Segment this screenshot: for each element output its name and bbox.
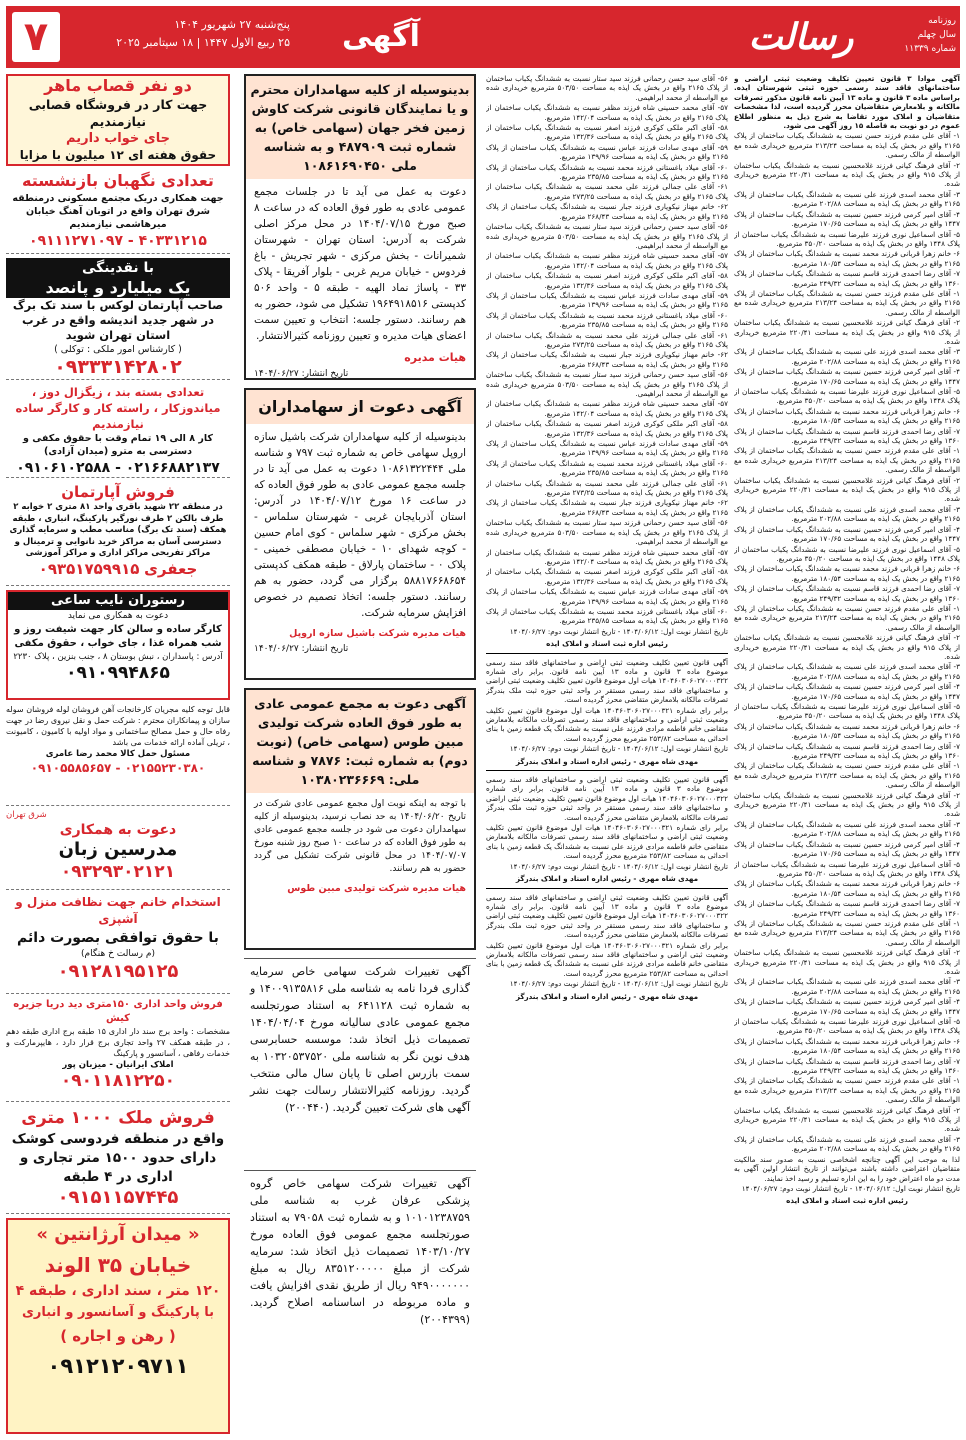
volume-line-2: سال چهلم <box>917 30 956 40</box>
notice-item: ۳- آقای محمد اسدی فرزند علی نسبت به ششدانگ یکباب ساختمان از پلاک ۲۱۶۵ واقع در بخش یک ایذه به مساحت ۲۰۲/۸۸ مترمربع. <box>734 189 960 209</box>
notice-item: ۱- آقای علی مقدم فرزند حسن نسبت به ششدانگ یکباب ساختمان از پلاک ۲۱۶۵ واقع در بخش یک ایذه به مساحت ۲۱۳/۲۴ مترمربع خریداری شده مع الواسطه از مالک رسمی. <box>734 288 960 317</box>
classified-body: جهت همکاری دریک مجتمع مسکونی درمنطقه شرق تهران واقع در اتوبان آهنگ خیابان میرهاشمی نیازمندیم <box>12 193 224 230</box>
notice-item: ۶۰- آقای میلاد باغستانی فرزند محمد نسبت به ششدانگ یکباب ساختمان از پلاک ۲۱۶۵ واقع در بخش یک ایذه به مساحت ۲۳۵/۸۵ مترمربع. <box>486 310 728 330</box>
classified-name: املاک ایرانیان - میزبان پور <box>62 1060 174 1070</box>
classified-guard <box>6 170 230 254</box>
divider <box>486 770 728 771</box>
classified-title: فروش آپارتمان <box>61 483 175 501</box>
ad-title: آگهی دعوت از سهامداران <box>246 390 474 424</box>
classified-apartment-andisheh <box>6 258 230 380</box>
date-block <box>70 16 290 52</box>
notice-item: ۶- خانم زهرا قربانی فرزند محمد نسبت به ششدانگ یکباب ساختمان از پلاک ۲۱۶۵ واقع در بخش یک ایذه به مساحت ۱۸۰/۵۴ مترمربع. <box>734 564 960 583</box>
notice-item: ۵۷- آقای محمد حسینی شاه فرزند مظفر نسبت به ششدانگ یکباب ساختمان از پلاک ۲۱۶۵ واقع در بخش یک ایذه به مساحت ۱۴۲/۰۴ مترمربع. <box>486 399 728 418</box>
classified-note: (م رسالت خ هنگام) <box>81 949 155 959</box>
notice-item: ۲- آقای فرهنگ کیانی فرزند غلامحسین نسبت به ششدانگ یکباب ساختمان از پلاک ۹۱۵ واقع در بخش یک ایذه به مساحت ۲۲۰/۴۱ مترمربع خریداری شده. <box>734 1105 960 1134</box>
classified-body: با حقوق توافقی بصورت دائم <box>17 930 219 946</box>
page-number: ۷ <box>12 12 60 62</box>
notice-erfan-gharb: آگهی تغییرات شرکت سهامی خاص گروه پزشکی عرفان غرب به شناسه ملی ۱۰۱۰۱۲۳۸۷۵۹ و به شماره ثبت ۷۹۰۵۸ به استناد صورتجلسه مجمع عمومی فوق العاده مورخ ۱۴۰۳/۱۰/۲۷ تصمیمات ذیل اتخاذ شد: سرمایه شرکت از مبلغ ۸۳۵۱۲۰۰۰۰۰ ریال به مبلغ ۹۴۹۰۰۰۰۰۰۰ ریال از طریق نقدی افزایش یافت و ماده مربوطه در اساسنامه اصلاح گردید. (۲۰۰۴۳۹۹) <box>244 1170 476 1434</box>
ad-signature: هیات مدیره شرکت تولیدی مبین طوس <box>287 883 466 894</box>
notice-signature: رئیس اداره ثبت اسناد و املاک ایذه <box>546 639 668 649</box>
notice-item: ۶۲- خانم مهناز نیکویاری فرزند جبار نسبت به ششدانگ یکباب ساختمان از پلاک ۲۱۶۵ واقع در بخش یک ایذه به مساحت ۲۶۸/۴۳ مترمربع. <box>486 202 728 221</box>
notice-item: ۵- آقای اسماعیل نوری فرزند علیرضا نسبت به ششدانگ یکباب ساختمان از پلاک ۱۴۴۸ واقع در بخش یک ایذه به مساحت ۳۵۰/۲۰ مترمربع. <box>734 1017 960 1036</box>
notice-signature: مهدی شاه مهری - رئیس اداره اسناد و املاک بندرگز <box>515 991 699 1001</box>
notice-signature: رئیس اداره ثبت اسناد و املاک ایذه <box>786 1196 908 1206</box>
notice-farda-nameh: آگهی تغییرات شرکت سهامی خاص سرمایه گذاری فردا نامه به شناسه ملی ۱۴۰۰۹۱۳۵۸۱۶ و به شماره ثبت ۶۴۱۱۲۸ به استناد صورتجلسه مجمع عمومی عادی سالیانه مورخ ۱۴۰۴/۰۴/۰۴ تصمیمات ذیل اتخاذ شد: موسسه حسابرسی هدف نوین نگر به شناسه ملی ۱۰۳۲۰۵۳۷۵۲۰ به سمت بازرس اصلی تا پایان سال مالی منتخب گردید. روزنامه کثیرالانتشار رسالت جهت نشر آگهی های شرکت تعیین گردید. (۲۰۰۴۴۰) <box>244 958 476 1164</box>
classified-title: دعوت به همکاری <box>59 822 177 838</box>
classified-title: استخدام خانم جهت نظافت منزل و آشپزی <box>15 895 221 926</box>
notice-item: ۶۱- آقای علی جمالی فرزند علی محمد نسبت به ششدانگ یکباب ساختمان از پلاک ۲۱۶۵ واقع در بخش یک ایذه به مساحت ۲۷۳/۲۵ مترمربع. <box>486 330 728 349</box>
classified-argentina-square <box>6 1218 230 1434</box>
notice-dates: تاریخ انتشار نوبت اول: ۱۴۰۴/۰۶/۱۲ - تاریخ انتشار نوبت دوم: ۱۴۰۴/۰۶/۲۷ <box>509 744 728 754</box>
classified-body: صاحب آپارتمان لوکس با سند تک برگ در شهر جدید اندیشه واقع در غرب استان تهران شوید <box>12 298 224 342</box>
classified-transport <box>6 704 230 806</box>
notice-item: ۵- آقای اسماعیل نوری فرزند علیرضا نسبت به ششدانگ یکباب ساختمان از پلاک ۱۴۴۸ واقع در بخش یک ایذه به مساحت ۳۵۰/۲۰ مترمربع. <box>734 702 960 721</box>
newspaper-logo: رسالت <box>748 16 854 58</box>
notice-item: ۴- آقای امیر کرمی فرزند حسین نسبت به ششدانگ یکباب ساختمان از پلاک ۱۴۴۷ واقع در بخش یک ایذه به مساحت ۱۷۰/۶۵ مترمربع. <box>734 997 960 1016</box>
notice-item: ۶۱- آقای علی جمالی فرزند علی محمد نسبت به ششدانگ یکباب ساختمان از پلاک ۲۱۶۵ واقع در بخش یک ایذه به مساحت ۲۷۳/۲۵ مترمربع. <box>486 182 728 201</box>
notice-item: ۵۹- آقای مهدی سادات فرزند عباس نسبت به ششدانگ یکباب ساختمان از پلاک ۲۱۶۵ واقع در بخش یک ایذه به مساحت ۱۳۹/۹۶ مترمربع. <box>486 439 728 458</box>
notice-item: ۶۰- آقای میلاد باغستانی فرزند محمد نسبت به ششدانگ یکباب ساختمان از پلاک ۲۱۶۵ واقع در بخش یک ایذه به مساحت ۲۳۵/۸۵ مترمربع. <box>486 162 728 182</box>
classified-property-1000m <box>6 1106 230 1214</box>
ad-title: آگهی دعوت به مجمع عمومی عادی به طور فوق العاده شرکت تولیدی مبین طوس (سهامی خاص) (نوبت دوم) به شماره ثبت: ۷۸۷۶ و شناسه ملی: ۱۰۳۸۰۲۳۶۶۶۹ <box>246 690 474 793</box>
classified-body: کارگر ساده و سالن کار جهت شیفت روز و شب همراه غذا ، جای خواب ، حقوق مکفی <box>14 624 222 649</box>
notice-item: ۶۲- خانم مهناز نیکویاری فرزند جبار نسبت به ششدانگ یکباب ساختمان از پلاک ۲۱۶۵ واقع در بخش یک ایذه به مساحت ۲۶۸/۴۳ مترمربع. <box>486 350 728 369</box>
classified-body: کار ۸ الی ۱۹ تمام وقت با حقوق مکفی و دسترسی به مترو (میدان آزادی) <box>23 433 213 457</box>
notice-item: ۱- آقای علی مقدم فرزند حسن نسبت به ششدانگ یکباب ساختمان از پلاک ۲۱۶۵ واقع در بخش یک ایذه به مساحت ۲۱۳/۲۴ مترمربع خریداری شده مع الواسطه از مالک رسمی. <box>734 446 960 475</box>
classified-body-2: ۱۲۰ متر ، سند اداری ، طبقه ۴ <box>15 1283 221 1299</box>
notice-item: ۵- آقای اسماعیل نوری فرزند علیرضا نسبت به ششدانگ یکباب ساختمان از پلاک ۱۴۴۸ واقع در بخش یک ایذه به مساحت ۳۵۰/۲۰ مترمربع. <box>734 387 960 406</box>
notice-item: ۲- آقای فرهنگ کیانی فرزند غلامحسین نسبت به ششدانگ یکباب ساختمان از پلاک ۹۱۵ واقع در بخش یک ایذه به مساحت ۲۲۰/۴۱ مترمربع خریداری شده. <box>734 318 960 346</box>
notice-item: ۵۶- آقای سید حسن رحمانی فرزند سید ستار نسبت به ششدانگ یکباب ساختمان از پلاک ۲۱۶۵ واقع در بخش یک ایذه به مساحت ۵۰۳/۵۰ مترمربع خریداری شده مع الواسطه از محمد ابراهیمی. <box>486 222 728 250</box>
classified-body: مشخصات : واحد برج سند دار اداری ۱۵ طبقه برج اداری طبقه دهم ، در طبقه همکف ۲۷ واحد تجاری برج قرار دارد ، هایپرمارکت و خدمات رفاهی ، آسانسور و پارکینگ <box>6 1027 230 1058</box>
notice-body: برابر رای شماره ۱۴۰۴۶۰۳۰۶۰۲۷۰۰۰۳۲۱ هیات اول موضوع قانون تعیین تکلیف وضعیت ثبتی اراضی و ساختمانهای فاقد سند رسمی تصرفات مالکانه بلامعارض متقاضی خانم فاطمه مرادی فرزند علی نسبت به ششدانگ یک قطعه زمین با بنای احداثی به مساحت ۲۵۳/۸۲ مترمربع محرز گردیده است. <box>486 823 728 861</box>
notice-intro: آگهی موادا ۳ قانون تعیین تکلیف وضعیت ثبتی اراضی و ساختمانهای فاقد سند رسمی حوزه ثبتی شهرستان ایذه. براساس ماده ۳ قانون و ماده ۱۳ آیین نامه قانون مذکور تصرفات مالکانه و بلامعارض متقاضیان محرز گردیده است، لذا مشخصات متقاضیان و املاک مورد تقاضا به شرح ذیل به منظور اطلاع عموم در دو نوبت به فاصله ۱۵ روز آگهی می شود. <box>734 74 960 131</box>
classified-body: خیابان ۳۵ الوند <box>44 1253 192 1277</box>
notice-item: ۶۱- آقای علی جمالی فرزند علی محمد نسبت به ششدانگ یکباب ساختمان از پلاک ۲۱۶۵ واقع در بخش یک ایذه به مساحت ۲۷۳/۲۵ مترمربع. <box>486 478 728 498</box>
notice-body: آگهی قانون تعیین تکلیف وضعیت ثبتی اراضی و ساختمانهای فاقد سند رسمی موضوع ماده ۳ قانون و ماده ۱۳ آیین نامه قانون. برابر رای شماره ۱۴۰۴۶۰۳۰۶۰۲۷۰۰۰۳۲۲ هیات اول موضوع قانون تعیین تکلیف وضعیت ثبتی اراضی و ساختمانهای فاقد سند رسمی مستقر در واحد ثبتی حوزه ثبت ملک بندرگز تصرفات مالکانه بلامعارض متقاضی محرز گردیده است. <box>486 892 728 940</box>
notice-dates: تاریخ انتشار نوبت اول: ۱۴۰۴/۰۶/۱۲ - تاریخ انتشار نوبت دوم: ۱۴۰۴/۰۶/۲۷ <box>509 861 728 871</box>
classified-title: « میدان آرژانتین » <box>36 1224 200 1245</box>
classified-phone: ۰۹۱۲۸۱۹۵۱۲۵ <box>57 961 179 982</box>
notice-item: ۶۰- آقای میلاد باغستانی فرزند محمد نسبت به ششدانگ یکباب ساختمان از پلاک ۲۱۶۵ واقع در بخش یک ایذه به مساحت ۲۳۵/۸۵ مترمربع. <box>486 458 728 478</box>
classified-sub: جای خواب داریم <box>66 131 170 146</box>
ad-box-mobin-toos <box>244 688 476 950</box>
classified-phone: ۰۹۱۰۹۹۴۸۶۵ <box>66 663 170 683</box>
ad-body: دعوت به عمل می آید تا در جلسات مجمع عمومی عادی به طور فوق العاده که در ساعت ۸ صبح مورخ ۱۴۰۴/۰۷/۱۵ در محل مرکز اصلی شرکت به آدرس: استان تهران - شهرستان شمیرانات - بخش مرکزی - شهر تجریش - باغ فردوس - خیابان مریم غربی - بلوار آفریقا - پلاک ۳۳ - پاساژ نماد الهیه - طبقه ۵ - واحد ۵۰۶ کدپستی ۱۹۶۴۹۱۸۵۱۶ تشکیل می شود، حضور به هم رسانند. دستور جلسه: انتخاب و تعیین سمت اعضای هیات مدیره و تعیین روزنامه کثیرالانتشار. <box>254 186 467 342</box>
ad-date: تاریخ انتشار: ۱۴۰۴/۰۶/۲۷ <box>254 644 349 654</box>
notice-dates: تاریخ انتشار نوبت اول: ۱۴۰۴/۰۶/۱۲ - تاریخ انتشار نوبت دوم: ۱۴۰۴/۰۶/۲۷ <box>509 979 728 989</box>
ad-body: با توجه به اینکه نوبت اول مجمع عمومی عادی شرکت در تاریخ ۱۴۰۴/۰۶/۲۰ به حد نصاب نرسید، بدینوسیله از کلیه سهامداران دعوت می شود در جلسه مجمع عمومی عادی به طور فوق العاده که در ساعت ۱۰ صبح روز شنبه مورخ ۱۴۰۴/۰۷/۰۷ در محل قانونی شرکت تشکیل می گردد حضور به هم رسانند. <box>254 799 466 874</box>
notice-item: ۶- خانم زهرا قربانی فرزند محمد نسبت به ششدانگ یکباب ساختمان از پلاک ۲۱۶۵ واقع در بخش یک ایذه به مساحت ۱۸۰/۵۴ مترمربع. <box>734 721 960 741</box>
classified-phone <box>8 164 228 166</box>
classified-title: رستوران نایب ساعی <box>8 592 228 610</box>
notice-item: ۴- آقای امیر کرمی فرزند حسین نسبت به ششدانگ یکباب ساختمان از پلاک ۱۴۴۷ واقع در بخش یک ایذه به مساحت ۱۷۰/۶۵ مترمربع. <box>734 682 960 701</box>
notice-item: ۷- آقای رضا احمدی فرزند قاسم نسبت به ششدانگ یکباب ساختمان از پلاک ۱۳۶۰ واقع در بخش یک ایذه به مساحت ۲۴۹/۳۲ مترمربع. <box>734 426 960 446</box>
classified-phone: ۰۹۱۰۶۱۰۲۵۸۸ - ۰۲۱۶۶۸۸۲۱۳۷ <box>16 460 220 476</box>
classified-housekeeper <box>6 894 230 994</box>
notice-item: ۵۸- آقای اکبر ملکی کوکری فرزند اصغر نسبت به ششدانگ یکباب ساختمان از پلاک ۲۱۶۵ واقع در بخش یک ایذه به مساحت ۱۳۲/۳۶ مترمربع. <box>486 123 728 142</box>
notice-item: ۴- آقای امیر کرمی فرزند حسین نسبت به ششدانگ یکباب ساختمان از پلاک ۱۴۴۷ واقع در بخش یک ایذه به مساحت ۱۷۰/۶۵ مترمربع. <box>734 839 960 859</box>
notice-item: ۶- خانم زهرا قربانی فرزند محمد نسبت به ششدانگ یکباب ساختمان از پلاک ۲۱۶۵ واقع در بخش یک ایذه به مساحت ۱۸۰/۵۴ مترمربع. <box>734 1036 960 1056</box>
date-other: ۲۵ ربیع الاول ۱۴۴۷ | ۱۸ سپتامبر ۲۰۲۵ <box>116 36 290 49</box>
page-header <box>6 6 960 68</box>
notice-item: ۵۸- آقای اکبر ملکی کوکری فرزند اصغر نسبت به ششدانگ یکباب ساختمان از پلاک ۲۱۶۵ واقع در بخش یک ایذه به مساحت ۱۳۲/۳۶ مترمربع. <box>486 419 728 438</box>
classified-body: قابل توجه کلیه مجریان کارخانجات آهن فروشان لوله فروشان سوله سازان و پیمانکاران محترم : شرکت حمل و نقل نیروی رضا در جهت رفاه حال و حمل مصالح ساختمانی و مواد اولیه با کامیون ، کامیونت ، تریلی آماده ارائه خدمات می باشد <box>6 705 230 747</box>
classified-phone-row <box>6 560 230 578</box>
classified-apartment-sale <box>6 482 230 586</box>
notice-item: ۶- خانم زهرا قربانی فرزند محمد نسبت به ششدانگ یکباب ساختمان از پلاک ۲۱۶۵ واقع در بخش یک ایذه به مساحت ۱۸۰/۵۴ مترمربع. <box>734 406 960 426</box>
volume-line-3: شماره ۱۱۳۳۹ <box>904 44 956 54</box>
ad-box-bashil-saze <box>244 388 476 680</box>
classified-salary: حقوق هفته ای ۱۲ میلیون با مزایا <box>19 148 217 162</box>
notice-item: ۶۲- خانم مهناز نیکویاری فرزند جبار نسبت به ششدانگ یکباب ساختمان از پلاک ۲۱۶۵ واقع در بخش یک ایذه به مساحت ۲۶۸/۴۳ مترمربع. <box>486 498 728 517</box>
classified-name: مسئول حمل کالا محمد رضا عامری <box>45 749 191 759</box>
classified-restaurant <box>6 590 230 700</box>
volume-line-1: روزنامه <box>928 16 956 26</box>
classified-phone: ۰۹۳۲۹۳۰۲۱۲۱ <box>60 862 176 882</box>
notice-body: آگهی قانون تعیین تکلیف وضعیت ثبتی اراضی و ساختمانهای فاقد سند رسمی موضوع ماده ۳ قانون و ماده ۱۳ آیین نامه قانون. برابر رای شماره ۱۴۰۴۶۰۳۰۶۰۲۷۰۰۰۳۲۲ هیات اول موضوع قانون تعیین تکلیف وضعیت ثبتی اراضی و ساختمانهای فاقد سند رسمی مستقر در واحد ثبتی حوزه ثبت ملک بندرگز تصرفات مالکانه بلامعارض متقاضی محرز گردیده است. <box>486 657 728 705</box>
classified-tag: شرق تهران <box>6 810 47 820</box>
notice-item: ۵۶- آقای سید حسن رحمانی فرزند سید ستار نسبت به ششدانگ یکباب ساختمان از پلاک ۲۱۶۵ واقع در بخش یک ایذه به مساحت ۵۰۳/۵۰ مترمربع خریداری شده مع الواسطه از محمد ابراهیمی. <box>486 74 728 102</box>
notice-item: ۷- آقای رضا احمدی فرزند قاسم نسبت به ششدانگ یکباب ساختمان از پلاک ۱۳۶۰ واقع در بخش یک ایذه به مساحت ۲۴۹/۳۲ مترمربع. <box>734 269 960 288</box>
ad-signature: هیات مدیره <box>404 351 466 364</box>
classified-phone: ۰۹۱۲۱۲۰۹۷۱۱ <box>47 1354 189 1378</box>
notice-item: ۶- خانم زهرا قربانی فرزند محمد نسبت به ششدانگ یکباب ساختمان از پلاک ۲۱۶۵ واقع در بخش یک ایذه به مساحت ۱۸۰/۵۴ مترمربع. <box>734 879 960 898</box>
notice-item: ۵۸- آقای اکبر ملکی کوکری فرزند اصغر نسبت به ششدانگ یکباب ساختمان از پلاک ۲۱۶۵ واقع در بخش یک ایذه به مساحت ۱۳۲/۳۶ مترمربع. <box>486 567 728 586</box>
notice-body: آگهی قانون تعیین تکلیف وضعیت ثبتی اراضی و ساختمانهای فاقد سند رسمی موضوع ماده ۳ قانون و ماده ۱۳ آیین نامه قانون. برابر رای شماره ۱۴۰۴۶۰۳۰۶۰۲۷۰۰۰۳۲۲ هیات اول موضوع قانون تعیین تکلیف وضعیت ثبتی اراضی و ساختمانهای فاقد سند رسمی مستقر در واحد ثبتی حوزه ثبت ملک بندرگز تصرفات مالکانه بلامعارض متقاضی محرز گردیده است. <box>486 775 728 822</box>
classified-sewing <box>6 384 230 478</box>
notice-item: ۳- آقای محمد اسدی فرزند علی نسبت به ششدانگ یکباب ساختمان از پلاک ۲۱۶۵ واقع در بخش یک ایذه به مساحت ۲۰۲/۸۸ مترمربع. <box>734 504 960 524</box>
notice-item: ۱- آقای علی مقدم فرزند حسن نسبت به ششدانگ یکباب ساختمان از پلاک ۲۱۶۵ واقع در بخش یک ایذه به مساحت ۲۱۳/۲۴ مترمربع خریداری شده مع الواسطه از مالک رسمی. <box>734 761 960 790</box>
notice-item: ۱- آقای علی مقدم فرزند حسن نسبت به ششدانگ یکباب ساختمان از پلاک ۲۱۶۵ واقع در بخش یک ایذه به مساحت ۲۱۳/۲۴ مترمربع خریداری شده مع الواسطه از مالک رسمی. <box>734 131 960 160</box>
notice-item: ۳- آقای محمد اسدی فرزند علی نسبت به ششدانگ یکباب ساختمان از پلاک ۲۱۶۵ واقع در بخش یک ایذه به مساحت ۲۰۲/۸۸ مترمربع. <box>734 662 960 681</box>
classified-phone: ۰۹۱۰۵۵۸۵۶۵۷ - ۰۲۱۵۵۲۳۰۳۸۰ <box>30 761 206 775</box>
notice-item: ۵- آقای اسماعیل نوری فرزند علیرضا نسبت به ششدانگ یکباب ساختمان از پلاک ۱۴۴۸ واقع در بخش یک ایذه به مساحت ۳۵۰/۲۰ مترمربع. <box>734 544 960 563</box>
notice-item: ۷- آقای رضا احمدی فرزند قاسم نسبت به ششدانگ یکباب ساختمان از پلاک ۱۳۶۰ واقع در بخش یک ایذه به مساحت ۲۴۹/۳۲ مترمربع. <box>734 741 960 761</box>
notice-dates: تاریخ انتشار نوبت اول: ۱۴۰۴/۰۶/۱۲ - تاریخ انتشار نوبت دوم: ۱۴۰۴/۰۶/۲۷ <box>509 626 728 636</box>
notice-item: ۱- آقای علی مقدم فرزند حسن نسبت به ششدانگ یکباب ساختمان از پلاک ۲۱۶۵ واقع در بخش یک ایذه به مساحت ۲۱۳/۲۴ مترمربع خریداری شده مع الواسطه از مالک رسمی. <box>734 603 960 632</box>
notice-signature: مهدی شاه مهری - رئیس اداره اسناد و املاک بندرگز <box>515 874 699 884</box>
notice-dates: تاریخ انتشار نوبت اول: ۱۴۰۴/۰۶/۱۲ - تاریخ انتشار نوبت دوم: ۱۴۰۴/۰۶/۲۷ <box>741 1183 960 1193</box>
notice-item: ۴- آقای امیر کرمی فرزند حسین نسبت به ششدانگ یکباب ساختمان از پلاک ۱۴۴۷ واقع در بخش یک ایذه به مساحت ۱۷۰/۶۵ مترمربع. <box>734 524 960 544</box>
classified-kish-office <box>6 998 230 1102</box>
right-text-column <box>734 74 960 1434</box>
section-title: آگهی <box>342 19 420 54</box>
notice-item: ۵- آقای اسماعیل نوری فرزند علیرضا نسبت به ششدانگ یکباب ساختمان از پلاک ۱۴۴۸ واقع در بخش یک ایذه به مساحت ۳۵۰/۲۰ مترمربع. <box>734 229 960 248</box>
classified-body-4: ( رهن و اجاره ) <box>60 1327 176 1345</box>
notice-item: ۵- آقای اسماعیل نوری فرزند علیرضا نسبت به ششدانگ یکباب ساختمان از پلاک ۱۴۴۸ واقع در بخش یک ایذه به مساحت ۳۵۰/۲۰ مترمربع. <box>734 859 960 878</box>
classified-address: آدرس : پاسداران ، نبش بوستان ۸ ، جنب بنزین ، پلاک ۲۲۳۰ <box>13 652 223 662</box>
classified-title: فروش ملک ۱۰۰۰ متری <box>21 1108 215 1128</box>
ad-box-kavosh-zamin <box>244 74 476 380</box>
classified-title: تعدادی نگهبان بازنشسته <box>22 171 214 190</box>
classified-note: ( کارشناس امور ملکی : توکلی ) <box>54 344 182 355</box>
volume-info <box>886 14 956 56</box>
notice-item: ۴- آقای امیر کرمی فرزند حسین نسبت به ششدانگ یکباب ساختمان از پلاک ۱۴۴۷ واقع در بخش یک ایذه به مساحت ۱۷۰/۶۵ مترمربع. <box>734 367 960 386</box>
notice-item: ۱- آقای علی مقدم فرزند حسن نسبت به ششدانگ یکباب ساختمان از پلاک ۲۱۶۵ واقع در بخش یک ایذه به مساحت ۲۱۳/۲۴ مترمربع خریداری شده مع الواسطه از مالک رسمی. <box>734 1076 960 1105</box>
classified-title: تعدادی بسته بند ، زیگزال دوز ، میاندوزکار ، راسته کار و کارگر ساده نیازمندیم <box>15 385 221 431</box>
ad-date: تاریخ انتشار: ۱۴۰۴/۰۶/۲۷ <box>254 369 349 379</box>
ad-title: بدینوسیله از کلیه سهامداران محترم و یا نمایندگان قانونی شرکت کاوش زمین فخر جهان (سهامی خاص) به شماره ثبت ۴۸۷۹۰۹ و به شناسه ملی ۱۰۸۶۱۶۹۰۴۵۰ <box>246 76 474 179</box>
notice-item: ۵۸- آقای اکبر ملکی کوکری فرزند اصغر نسبت به ششدانگ یکباب ساختمان از پلاک ۲۱۶۵ واقع در بخش یک ایذه به مساحت ۱۳۲/۳۶ مترمربع. <box>486 271 728 290</box>
ad-body: بدینوسیله از کلیه سهامداران شرکت باشیل سازه اروپل سهامی خاص به شماره ثبت ۷۹۷ و شناسه ملی ۱۰۸۶۱۳۲۲۴۴۴ دعوت به عمل می آید تا در جلسه مجمع عمومی عادی به طور فوق العاده که در ساعت ۱۶ مورخ ۱۴۰۴/۰۷/۱۲ در آدرس: استان آذربایجان غربی - شهرستان سلماس - بخش مرکزی - شهر سلماس - کوی امام حسین - کوچه شهدای ۱۰ - خیابان مصطفی خمینی - پلاک ۰ - ساختمان پارلاق - طبقه همکف کدپستی ۵۸۸۱۷۶۶۸۶۵۴ برگزار می گردد، حضور به هم رسانند. دستور جلسه: اتخاذ تصمیم در خصوص افزایش سرمایه شرکت. <box>254 431 466 619</box>
notice-item: ۵۹- آقای مهدی سادات فرزند عباس نسبت به ششدانگ یکباب ساختمان از پلاک ۲۱۶۵ واقع در بخش یک ایذه به مساحت ۱۳۹/۹۶ مترمربع. <box>486 290 728 310</box>
notice-item: ۳- آقای محمد اسدی فرزند علی نسبت به ششدانگ یکباب ساختمان از پلاک ۲۱۶۵ واقع در بخش یک ایذه به مساحت ۲۰۲/۸۸ مترمربع. <box>734 1134 960 1154</box>
classified-name: جعفری <box>144 559 198 578</box>
notice-body: برابر رای شماره ۱۴۰۴۶۰۳۰۶۰۲۷۰۰۰۳۲۱ هیات اول موضوع قانون تعیین تکلیف وضعیت ثبتی اراضی و ساختمانهای فاقد سند رسمی تصرفات مالکانه بلامعارض متقاضی خانم فاطمه مرادی فرزند علی نسبت به ششدانگ یک قطعه زمین با بنای احداثی به مساحت ۲۵۳/۸۲ مترمربع محرز گردیده است. <box>486 705 728 743</box>
notice-item: ۷- آقای رضا احمدی فرزند قاسم نسبت به ششدانگ یکباب ساختمان از پلاک ۱۳۶۰ واقع در بخش یک ایذه به مساحت ۲۴۹/۳۲ مترمربع. <box>734 1056 960 1076</box>
classified-title-2: یک میلیارد و پانصد <box>6 278 230 298</box>
notice-item: ۳- آقای محمد اسدی فرزند علی نسبت به ششدانگ یکباب ساختمان از پلاک ۲۱۶۵ واقع در بخش یک ایذه به مساحت ۲۰۲/۸۸ مترمربع. <box>734 347 960 366</box>
notice-item: ۵۶- آقای سید حسن رحمانی فرزند سید ستار نسبت به ششدانگ یکباب ساختمان از پلاک ۲۱۶۵ واقع در بخش یک ایذه به مساحت ۵۰۳/۵۰ مترمربع خریداری شده مع الواسطه از محمد ابراهیمی. <box>486 518 728 547</box>
classified-body-3: با پارکینگ و آسانسور و انباری <box>21 1305 215 1320</box>
notice-item: ۴- آقای امیر کرمی فرزند حسین نسبت به ششدانگ یکباب ساختمان از پلاک ۱۴۴۷ واقع در بخش یک ایذه به مساحت ۱۷۰/۶۵ مترمربع. <box>734 209 960 229</box>
notice-item: ۲- آقای فرهنگ کیانی فرزند غلامحسین نسبت به ششدانگ یکباب ساختمان از پلاک ۹۱۵ واقع در بخش یک ایذه به مساحت ۲۲۰/۴۱ مترمربع خریداری شده. <box>734 948 960 976</box>
classified-body: جهت کار در فروشگاه قصابی نیازمندیم <box>28 97 208 129</box>
notice-item: ۵۷- آقای محمد حسینی شاه فرزند مظفر نسبت به ششدانگ یکباب ساختمان از پلاک ۲۱۶۵ واقع در بخش یک ایذه به مساحت ۱۴۲/۰۴ مترمربع. <box>486 547 728 566</box>
classified-title: با نقدینگی <box>6 258 230 278</box>
notice-item: ۷- آقای رضا احمدی فرزند قاسم نسبت به ششدانگ یکباب ساختمان از پلاک ۱۳۶۰ واقع در بخش یک ایذه به مساحت ۲۴۹/۳۲ مترمربع. <box>734 899 960 918</box>
notice-closing: لذا به موجب این آگهی چنانچه اشخاصی نسبت به صدور سند مالکیت متقاضیان اعتراضی داشته باشند می‌توانند از تاریخ انتشار اولین آگهی به مدت دو ماه اعتراض خود را به این اداره تسلیم و رسید اخذ نمایند. <box>734 1154 960 1183</box>
divider <box>486 653 728 654</box>
notice-item: ۶- خانم زهرا قربانی فرزند محمد نسبت به ششدانگ یکباب ساختمان از پلاک ۲۱۶۵ واقع در بخش یک ایذه به مساحت ۱۸۰/۵۴ مترمربع. <box>734 249 960 268</box>
notice-item: ۱- آقای علی مقدم فرزند حسن نسبت به ششدانگ یکباب ساختمان از پلاک ۲۱۶۵ واقع در بخش یک ایذه به مساحت ۲۱۳/۲۴ مترمربع خریداری شده مع الواسطه از مالک رسمی. <box>734 918 960 947</box>
classified-body: در منطقه ۲۲ شهید باقری واحد ۸۱ متری ۲ خوابه ۲ طرف بالکن ۲ طرف نورگیر پارکینگ، انباری ، طبقه همکف (سند تک برگ) مناسب مطب و سرمایه گذاری دسترسی آسان به مراکز خرید نانوایی و ترمینال و مراکز تفریحی مراکز اداری و مراکز آموزشی <box>9 502 227 558</box>
notice-item: ۶۰- آقای میلاد باغستانی فرزند محمد نسبت به ششدانگ یکباب ساختمان از پلاک ۲۱۶۵ واقع در بخش یک ایذه به مساحت ۲۳۵/۸۵ مترمربع. <box>486 606 728 626</box>
ad-signature: هیات مدیره شرکت باشیل سازه اروپل <box>289 628 466 639</box>
notice-signature: مهدی شاه مهری - رئیس اداره اسناد و املاک بندرگز <box>515 756 699 766</box>
notice-item: ۵۹- آقای مهدی سادات فرزند عباس نسبت به ششدانگ یکباب ساختمان از پلاک ۲۱۶۵ واقع در بخش یک ایذه به مساحت ۱۳۹/۹۶ مترمربع. <box>486 587 728 606</box>
classified-sub: دعوت به همکاری می نماید <box>67 611 169 621</box>
notice-item: ۷- آقای رضا احمدی فرزند قاسم نسبت به ششدانگ یکباب ساختمان از پلاک ۱۳۶۰ واقع در بخش یک ایذه به مساحت ۲۴۹/۳۲ مترمربع. <box>734 584 960 603</box>
classified-body: مدرسین زبان <box>58 839 178 860</box>
notice-item: ۳- آقای محمد اسدی فرزند علی نسبت به ششدانگ یکباب ساختمان از پلاک ۲۱۶۵ واقع در بخش یک ایذه به مساحت ۲۰۲/۸۸ مترمربع. <box>734 977 960 996</box>
middle-text-column <box>486 74 728 1434</box>
divider <box>486 888 728 889</box>
classified-phone: ۰۹۰۱۱۸۱۲۲۵۰ <box>60 1071 176 1091</box>
classified-phone: ۰۹۱۵۱۱۵۷۴۴۵ <box>57 1187 179 1208</box>
notice-item: ۲- آقای فرهنگ کیانی فرزند غلامحسین نسبت به ششدانگ یکباب ساختمان از پلاک ۹۱۵ واقع در بخش یک ایذه به مساحت ۲۲۰/۴۱ مترمربع خریداری شده. <box>734 633 960 661</box>
notice-item: ۵۷- آقای محمد حسینی شاه فرزند مظفر نسبت به ششدانگ یکباب ساختمان از پلاک ۲۱۶۵ واقع در بخش یک ایذه به مساحت ۱۴۲/۰۴ مترمربع. <box>486 103 728 122</box>
notice-item: ۲- آقای فرهنگ کیانی فرزند غلامحسین نسبت به ششدانگ یکباب ساختمان از پلاک ۹۱۵ واقع در بخش یک ایذه به مساحت ۲۲۰/۴۱ مترمربع خریداری شده. <box>734 160 960 189</box>
classified-phone: ۰۹۳۳۳۱۴۲۸۰۲ <box>54 356 182 378</box>
notice-item: ۵۶- آقای سید حسن رحمانی فرزند سید ستار نسبت به ششدانگ یکباب ساختمان از پلاک ۲۱۶۵ واقع در بخش یک ایذه به مساحت ۵۰۳/۵۰ مترمربع خریداری شده مع الواسطه از محمد ابراهیمی. <box>486 370 728 398</box>
classified-butcher <box>6 74 230 166</box>
date-persian: پنج‌شنبه ۲۷ شهریور ۱۴۰۴ <box>174 18 290 31</box>
classified-teachers <box>6 810 230 890</box>
notice-item: ۵۹- آقای مهدی سادات فرزند عباس نسبت به ششدانگ یکباب ساختمان از پلاک ۲۱۶۵ واقع در بخش یک ایذه به مساحت ۱۳۹/۹۶ مترمربع. <box>486 142 728 162</box>
classified-body: واقع در منطقه فردوسی کوشک دارای حدود ۱۵۰۰ متر تجاری و اداری در ۴ طبقه <box>11 1131 225 1185</box>
notice-item: ۲- آقای فرهنگ کیانی فرزند غلامحسین نسبت به ششدانگ یکباب ساختمان از پلاک ۹۱۵ واقع در بخش یک ایذه به مساحت ۲۲۰/۴۱ مترمربع خریداری شده. <box>734 790 960 819</box>
classified-phone: ۰۹۳۵۱۷۵۹۹۱۵ <box>38 559 140 578</box>
notice-item: ۲- آقای فرهنگ کیانی فرزند غلامحسین نسبت به ششدانگ یکباب ساختمان از پلاک ۹۱۵ واقع در بخش یک ایذه به مساحت ۲۲۰/۴۱ مترمربع خریداری شده. <box>734 475 960 504</box>
classified-phone: ۰۹۱۱۱۲۷۱۰۹۷ - ۴۰۳۳۱۲۱۵ <box>29 233 207 249</box>
notice-item: ۳- آقای محمد اسدی فرزند علی نسبت به ششدانگ یکباب ساختمان از پلاک ۲۱۶۵ واقع در بخش یک ایذه به مساحت ۲۰۲/۸۸ مترمربع. <box>734 819 960 839</box>
notice-item: ۵۷- آقای محمد حسینی شاه فرزند مظفر نسبت به ششدانگ یکباب ساختمان از پلاک ۲۱۶۵ واقع در بخش یک ایذه به مساحت ۱۴۲/۰۴ مترمربع. <box>486 251 728 270</box>
classified-title: فروش واحد اداری ۱۵۰متری دید دریا جزیره کیش <box>13 999 223 1024</box>
classified-title: دو نفر قصاب ماهر <box>44 76 192 95</box>
notice-body: برابر رای شماره ۱۴۰۴۶۰۳۰۶۰۲۷۰۰۰۳۲۱ هیات اول موضوع قانون تعیین تکلیف وضعیت ثبتی اراضی و ساختمانهای فاقد سند رسمی تصرفات مالکانه بلامعارض متقاضی خانم فاطمه مرادی فرزند علی نسبت به ششدانگ یک قطعه زمین با بنای احداثی به مساحت ۲۵۳/۸۲ مترمربع محرز گردیده است. <box>486 940 728 978</box>
